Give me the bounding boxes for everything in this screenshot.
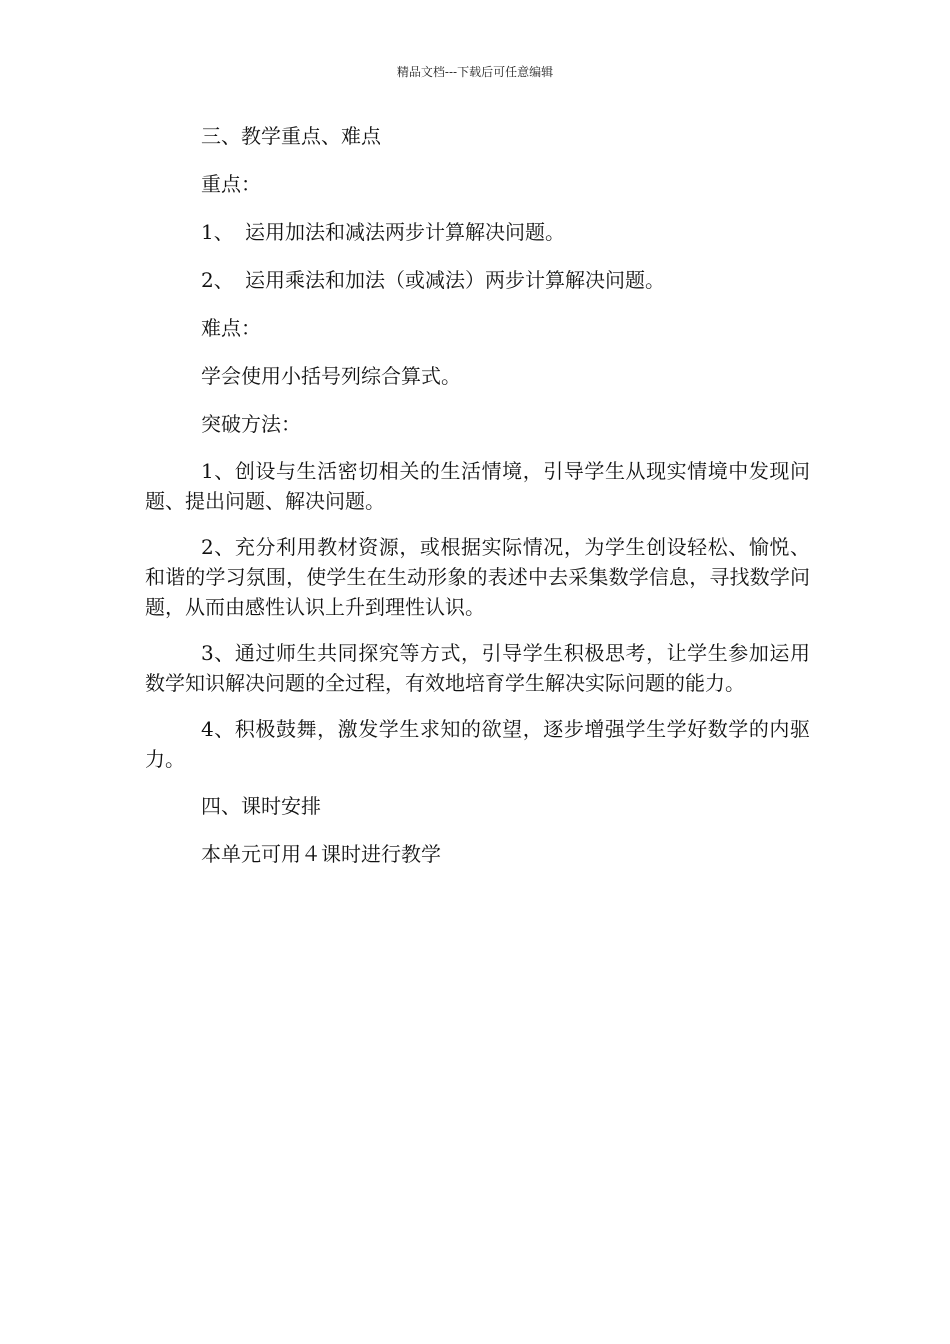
key-point-2-number: 2、 — [201, 268, 234, 292]
key-points-label: 重点： — [201, 172, 261, 196]
key-point-2 — [145, 264, 810, 296]
document-body — [145, 120, 810, 886]
method-paragraph-3: 3、通过师生共同探究等方式，引导学生积极思考，让学生参加运用数学知识解决问题的全过程，有效地培育学生解决实际问题的能力。 — [145, 641, 810, 695]
page-header: 精品文档---下载后可任意编辑 — [396, 65, 554, 79]
key-point-1-text: 运用加法和减法两步计算解决问题。 — [245, 220, 565, 244]
section-3-title: 三、教学重点、难点 — [201, 124, 381, 148]
key-point-2-text: 运用乘法和加法（或减法）两步计算解决问题。 — [245, 268, 665, 292]
method-paragraph-4: 4、积极鼓舞，激发学生求知的欲望，逐步增强学生学好数学的内驱力。 — [145, 717, 810, 771]
difficulty-text: 学会使用小括号列综合算式。 — [201, 364, 461, 388]
section-4-title: 四、课时安排 — [201, 794, 321, 818]
method-paragraph-2: 2、充分利用教材资源，或根据实际情况，为学生创设轻松、愉悦、和谐的学习氛围，使学生在生动形象的表述中去采集数学信息，寻找数学问题，从而由感性认识上升到理性认识。 — [145, 535, 810, 619]
method-paragraph-1: 1、创设与生活密切相关的生活情境，引导学生从现实情境中发现问题、提出问题、解决问题。 — [145, 459, 810, 513]
key-point-1 — [145, 216, 810, 248]
method-label: 突破方法： — [201, 412, 301, 436]
section-4-text: 本单元可用４课时进行教学 — [201, 842, 441, 866]
difficulty-label: 难点： — [201, 316, 261, 340]
key-point-1-number: 1、 — [201, 220, 234, 244]
